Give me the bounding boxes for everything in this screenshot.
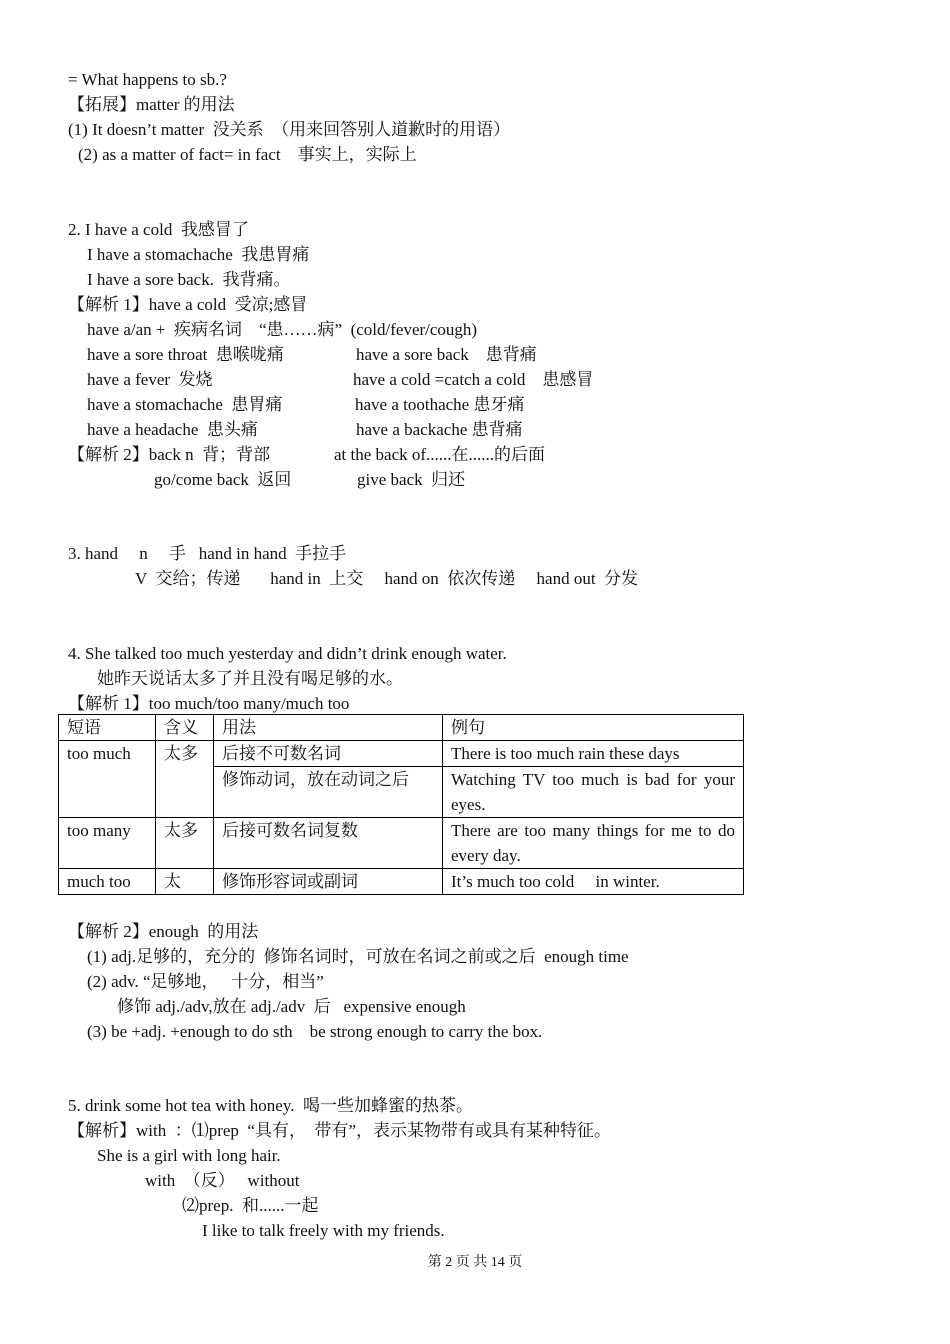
text-line: (2) as a matter of fact= in fact 事实上，实际上 xyxy=(78,145,417,164)
phrase-item: have a headache 患头痛 xyxy=(87,420,258,439)
phrase-item: have a sore back 患背痛 xyxy=(356,345,537,364)
table-cell: It’s much too cold in winter. xyxy=(443,869,744,895)
phrase-item: give back 归还 xyxy=(357,470,466,489)
text-line: (1) adj.足够的，充分的 修饰名词时，可放在名词之前或之后 enough time xyxy=(87,947,629,966)
text-line: (3) be +adj. +enough to do sth be strong enough to carry the box. xyxy=(87,1022,543,1041)
analysis-heading: 【解析 2】enough 的用法 xyxy=(68,922,259,941)
analysis-heading: 【解析 2】back n 背；背部 xyxy=(68,445,271,464)
text-line: (1) It doesn’t matter 没关系 （用来回答别人道歉时的用语） xyxy=(68,120,511,139)
table-cell: too much xyxy=(59,741,156,818)
table-cell: There is too much rain these days xyxy=(443,741,744,767)
table-cell: much too xyxy=(59,869,156,895)
analysis-heading: 【解析 1】have a cold 受凉;感冒 xyxy=(68,295,308,314)
table-header-cell: 用法 xyxy=(214,715,443,741)
phrase-item: go/come back 返回 xyxy=(154,470,292,489)
text-line: (2) adv. “足够地， 十分，相当” xyxy=(87,972,324,991)
table-row xyxy=(59,818,744,869)
phrase-item: have a toothache 患牙痛 xyxy=(355,395,525,414)
section-heading: 4. She talked too much yesterday and didn’t drink enough water. xyxy=(68,644,507,663)
phrase-item: have a fever 发烧 xyxy=(87,370,213,389)
section-heading: 3. hand n 手 hand in hand 手拉手 xyxy=(68,544,347,563)
table-row xyxy=(59,741,744,767)
text-line: have a/an + 疾病名词 “患……病” (cold/fever/cough) xyxy=(87,320,478,339)
text-line: She is a girl with long hair. xyxy=(97,1146,281,1165)
table-header-cell: 例句 xyxy=(443,715,744,741)
text-line: ⑵prep. 和......一起 xyxy=(182,1196,319,1215)
text-line: I have a sore back. 我背痛。 xyxy=(87,270,291,289)
table-row xyxy=(59,869,744,895)
table-cell: 后接可数名词复数 xyxy=(214,818,443,869)
table-cell: too many xyxy=(59,818,156,869)
table-cell: 太 xyxy=(156,869,214,895)
text-line: 修饰 adj./adv,放在 adj./adv 后 expensive enough xyxy=(117,997,466,1016)
text-line: 她昨天说话太多了并且没有喝足够的水。 xyxy=(97,669,403,688)
table-cell: 后接不可数名词 xyxy=(214,741,443,767)
table-cell: There are too many things for me to do every day. xyxy=(443,818,744,869)
phrase-item: have a cold =catch a cold 患感冒 xyxy=(353,370,594,389)
table-header-row xyxy=(59,715,744,741)
table-header-cell: 短语 xyxy=(59,715,156,741)
table-cell: 修饰动词，放在动词之后 xyxy=(214,767,443,818)
page-footer: 第 2 页 共 14 页 xyxy=(427,1255,523,1270)
phrase-item: have a stomachache 患胃痛 xyxy=(87,395,283,414)
phrase-item: have a backache 患背痛 xyxy=(356,420,523,439)
table-cell: 太多 xyxy=(156,818,214,869)
section-heading: 5. drink some hot tea with honey. 喝一些加蜂蜜的热茶。 xyxy=(68,1096,473,1115)
table-cell: 修饰形容词或副词 xyxy=(214,869,443,895)
section-heading: 2. I have a cold 我感冒了 xyxy=(68,220,249,239)
text-line: I like to talk freely with my friends. xyxy=(202,1221,445,1240)
phrase-item: have a sore throat 患喉咙痛 xyxy=(87,345,284,364)
text-line: I have a stomachache 我患胃痛 xyxy=(87,245,310,264)
table-header-cell: 含义 xyxy=(156,715,214,741)
text-line: with （反） without xyxy=(145,1171,300,1190)
analysis-heading: 【解析 1】too much/too many/much too xyxy=(68,694,350,713)
usage-table xyxy=(58,714,744,895)
text-line: 【拓展】matter 的用法 xyxy=(68,95,235,114)
table-cell: Watching TV too much is bad for your eyes. xyxy=(443,767,744,818)
phrase-item: at the back of......在......的后面 xyxy=(334,445,546,464)
text-line: V 交给；传递 hand in 上交 hand on 依次传递 hand out 分发 xyxy=(135,569,639,588)
analysis-heading: 【解析】with ：⑴prep “具有， 带有”，表示某物带有或具有某种特征。 xyxy=(68,1121,612,1140)
text-line: = What happens to sb.? xyxy=(68,70,227,89)
table-cell: 太多 xyxy=(156,741,214,818)
